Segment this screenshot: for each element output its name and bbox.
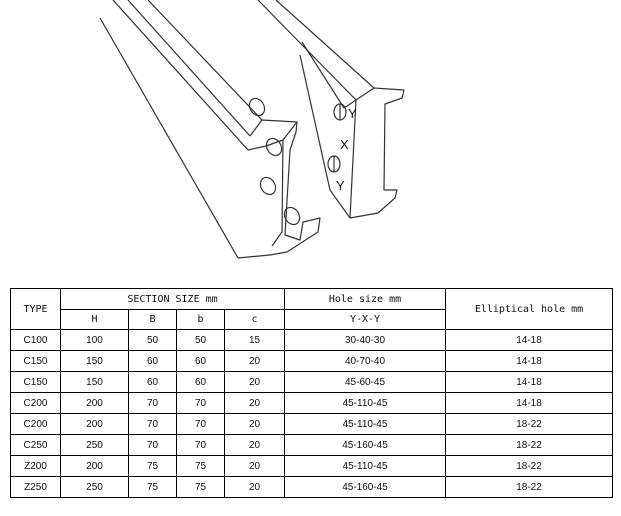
table-cell-c: 20 [225, 351, 285, 372]
table-row [11, 456, 613, 477]
table-cell-elliptical: 18-22 [446, 477, 613, 498]
axis-label-y-bottom: Y [336, 178, 345, 193]
type-header: TYPE [11, 289, 61, 330]
table-cell-b: 70 [129, 393, 177, 414]
table-cell-b: 75 [177, 477, 225, 498]
table-cell-type: C100 [11, 330, 61, 351]
axis-label-x: X [340, 137, 349, 152]
table-cell-b: 60 [129, 351, 177, 372]
table-cell-b: 70 [129, 435, 177, 456]
table-cell-b: 70 [177, 435, 225, 456]
table-cell-c: 20 [225, 435, 285, 456]
table-cell-hole: 30-40-30 [285, 330, 446, 351]
table-cell-hole: 45-160-45 [285, 477, 446, 498]
table-cell-b: 50 [129, 330, 177, 351]
column-header-small-b: b [177, 310, 225, 330]
table-cell-h: 200 [61, 456, 129, 477]
table-cell-hole: 45-110-45 [285, 414, 446, 435]
column-header-h: H [61, 310, 129, 330]
table-cell-hole: 40-70-40 [285, 351, 446, 372]
table-cell-elliptical: 14-18 [446, 330, 613, 351]
table-cell-b: 70 [177, 414, 225, 435]
hole-size-header: Hole size mm [285, 289, 446, 310]
table-cell-c: 20 [225, 393, 285, 414]
table-cell-elliptical: 18-22 [446, 414, 613, 435]
column-header-c: c [225, 310, 285, 330]
table-cell-h: 150 [61, 372, 129, 393]
table-cell-h: 250 [61, 435, 129, 456]
column-header-big-b: B [129, 310, 177, 330]
table-body [11, 330, 613, 498]
table-row [11, 435, 613, 456]
table-cell-b: 75 [129, 456, 177, 477]
table-cell-elliptical: 14-18 [446, 372, 613, 393]
table-row [11, 477, 613, 498]
table-cell-c: 20 [225, 414, 285, 435]
table-cell-b: 75 [177, 456, 225, 477]
table-cell-hole: 45-110-45 [285, 393, 446, 414]
table-cell-b: 50 [177, 330, 225, 351]
table-cell-elliptical: 18-22 [446, 435, 613, 456]
left-channel-outline [100, 0, 320, 258]
table-cell-b: 60 [177, 351, 225, 372]
table-cell-type: C200 [11, 414, 61, 435]
table-cell-h: 200 [61, 393, 129, 414]
table-cell-b: 70 [177, 393, 225, 414]
table-cell-elliptical: 14-18 [446, 393, 613, 414]
table-cell-c: 20 [225, 477, 285, 498]
table-row [11, 414, 613, 435]
table-cell-c: 15 [225, 330, 285, 351]
right-channel-outline [258, 0, 404, 218]
table-cell-type: Z200 [11, 456, 61, 477]
table-cell-type: C200 [11, 393, 61, 414]
table-row [11, 351, 613, 372]
table-cell-h: 250 [61, 477, 129, 498]
table-cell-type: C250 [11, 435, 61, 456]
axis-label-y-top: Y [348, 106, 357, 121]
hole-size-subheader: Y-X-Y [285, 310, 446, 330]
table-cell-hole: 45-60-45 [285, 372, 446, 393]
table-row [11, 393, 613, 414]
table-cell-type: C150 [11, 372, 61, 393]
section-size-header: SECTION SIZE mm [61, 289, 285, 310]
table-cell-c: 20 [225, 372, 285, 393]
table-cell-h: 100 [61, 330, 129, 351]
table-cell-b: 70 [129, 414, 177, 435]
elliptical-hole-header: Elliptical hole mm [446, 289, 613, 330]
table-cell-b: 75 [129, 477, 177, 498]
table-cell-type: Z250 [11, 477, 61, 498]
table-cell-h: 150 [61, 351, 129, 372]
table-row [11, 330, 613, 351]
table-row [11, 372, 613, 393]
table-cell-b: 60 [129, 372, 177, 393]
table-cell-elliptical: 14-18 [446, 351, 613, 372]
left-channel-holes [246, 96, 302, 228]
table-cell-elliptical: 18-22 [446, 456, 613, 477]
table-cell-hole: 45-110-45 [285, 456, 446, 477]
table-cell-h: 200 [61, 414, 129, 435]
table-cell-c: 20 [225, 456, 285, 477]
table-cell-hole: 45-160-45 [285, 435, 446, 456]
table-cell-type: C150 [11, 351, 61, 372]
section-size-table [10, 288, 613, 498]
table-cell-b: 60 [177, 372, 225, 393]
